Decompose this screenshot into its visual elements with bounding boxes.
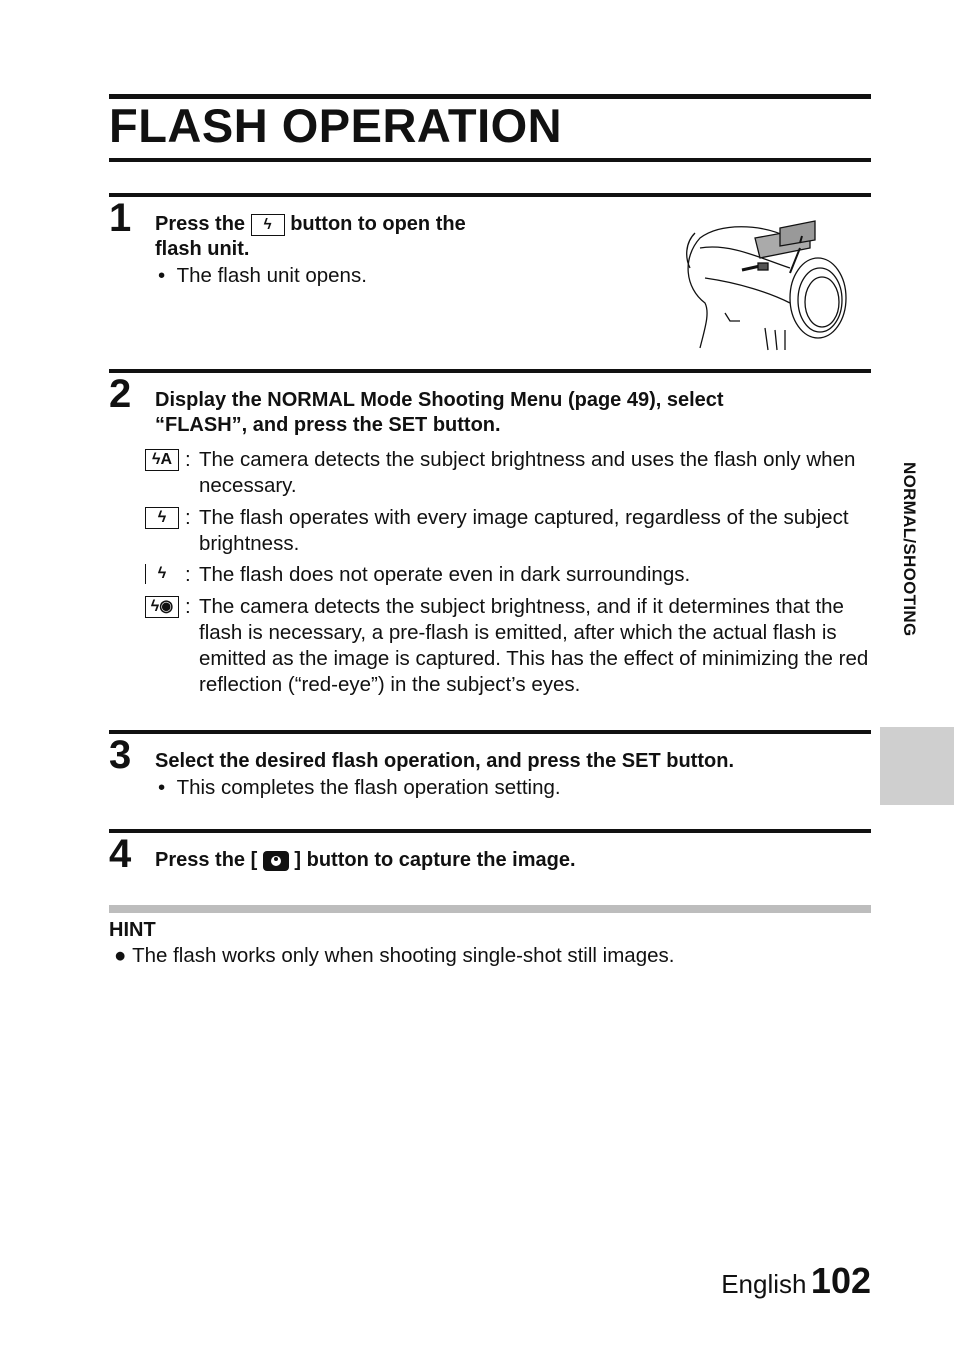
flash-red-eye-icon: ϟ◉ [145, 596, 179, 618]
step-2-number: 2 [109, 372, 132, 416]
text: “FLASH”, and press the SET button. [155, 414, 501, 436]
text: Press the [ [155, 849, 258, 871]
flash-forced-icon: ϟ [145, 507, 179, 529]
flash-option-off: ϟ : The flash does not operate even in dark surroundings. [145, 562, 870, 588]
option-text: The flash does not operate even in dark surroundings. [199, 563, 691, 586]
hint-bar [109, 905, 871, 913]
footer [721, 1260, 871, 1302]
text: ] button to capture the image. [294, 849, 576, 871]
flash-auto-icon: ϟA [145, 449, 179, 471]
flash-option-auto: ϟA : The camera detects the subject brightness and uses the flash only when necessary. [145, 447, 870, 499]
text: This completes the flash operation setting. [176, 776, 561, 799]
text: The flash unit opens. [176, 264, 367, 287]
hint-item: ● The flash works only when shooting single-shot still images. [114, 944, 675, 967]
option-text: The camera detects the subject brightness and uses the flash only when necessary. [199, 448, 856, 497]
step-3-rule [109, 730, 871, 734]
step-4-instruction [155, 848, 576, 873]
option-text: The flash operates with every image captured, regardless of the subject brightness. [199, 506, 849, 555]
step-2-instruction [155, 388, 724, 438]
flash-off-icon: ϟ [145, 564, 178, 584]
camera-flash-illustration [680, 218, 850, 353]
text: The flash works only when shooting single-shot still images. [132, 944, 675, 967]
text: Press the [155, 213, 246, 235]
page-title: FLASH OPERATION [109, 99, 563, 152]
step-1-bullet: • The flash unit opens. [158, 264, 367, 287]
section-side-tab [880, 727, 954, 805]
footer-language: English [721, 1269, 807, 1299]
hint-title: HINT [109, 919, 156, 941]
section-side-label: NORMAL/SHOOTING [900, 462, 919, 637]
step-1-instruction [155, 212, 466, 262]
step-4-rule [109, 829, 871, 833]
step-2-rule [109, 369, 871, 373]
text: Display the NORMAL Mode Shooting Menu (page 49), select [155, 389, 724, 411]
flash-option-red-eye: ϟ◉ : The camera detects the subject brightness, and if it determines that the flash is necessary, a pre-flash is emitted, after which the actual flash is emitted as the image is captured. This has the effect of minimizing the red reflection (“red-eye”) in the subject’s eyes. [145, 594, 870, 698]
title-bottom-rule [109, 158, 871, 162]
flash-option-forced: ϟ : The flash operates with every image captured, regardless of the subject brightness. [145, 505, 870, 557]
step-1-number: 1 [109, 196, 132, 240]
step-1-rule [109, 193, 871, 197]
text: button to open the [290, 213, 466, 235]
page-number: 102 [810, 1260, 871, 1301]
step-4-number: 4 [109, 832, 132, 876]
camera-icon [263, 851, 289, 871]
option-text: The camera detects the subject brightness, and if it determines that the flash is necessary, a pre-flash is emitted, after which the actual flash is emitted as the image is captured. This has the effect of minimizing the red reflection (“red-eye”) in the subject’s eyes. [199, 595, 869, 696]
step-3-bullet: • This completes the flash operation setting. [158, 776, 561, 799]
step-3-instruction: Select the desired flash operation, and press the SET button. [155, 750, 734, 772]
text: flash unit. [155, 238, 250, 260]
step-3-number: 3 [109, 733, 132, 777]
flash-button-icon: ϟ [251, 214, 285, 236]
